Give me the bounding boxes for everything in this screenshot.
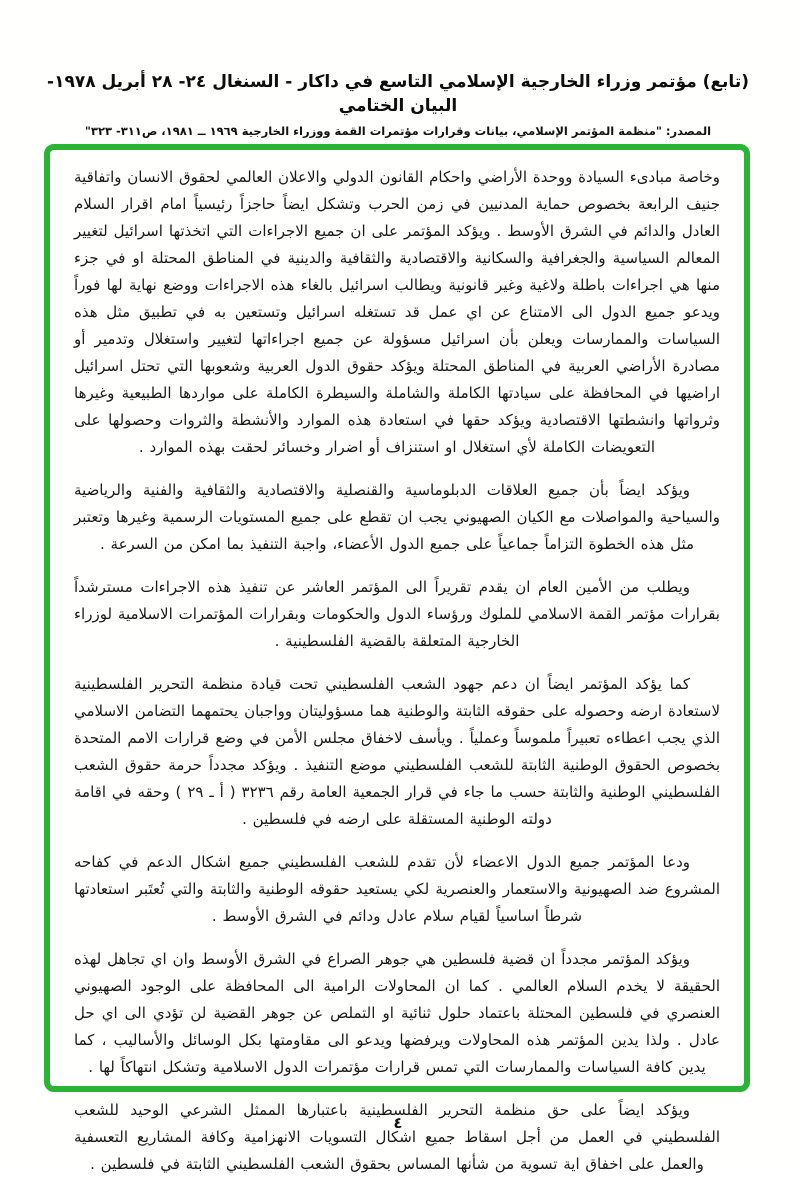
body-paragraph-7: ويؤكد ايضاً على حق منظمة التحرير الفلسطينية باعتبارها الممثل الشرعي الوحيد للشعب الفلسطيني في العمل من أجل اسقاط جميع اشكال التسويات الانهزامية وكافة المشاريع التعسفية والعمل على اخفاق اية تسوية من شأنها المساس بحقوق الشعب الفلسطيني الثابتة في فلسطين . <box>74 1101 720 1173</box>
document-source-line: المصدر: "منظمة المؤتمر الإسلامي، بيانات وقرارات مؤتمرات القمة ووزراء الخارجية ١٩٦٩ ــ ١٩٨١، ص٣١١- ٣٢٣" <box>84 124 712 138</box>
body-paragraph-6: ويؤكد المؤتمر مجدداً ان قضية فلسطين هي جوهر الصراع في الشرق الأوسط وان اي تجاهل لهذه الحقيقة لا يخدم السلام العالمي . كما ان المحاولات الرامية الى المحافظة على الوجود الصهيوني العنصري في فلسطين المحتلة باعتماد حلول ثنائية او التملص عن جوهر القضية لن تؤدي الى اي حل عادل . ولذا يدين المؤتمر هذه المحاولات ويرفضها ويدعو الى مقاومتها بكل الوسائل والأساليب ، كما يدين كافة السياسات والممارسات التي تمس قرارات مؤتمرات الدول الاسلامية وتشكل انتهاكاً لها . <box>74 950 720 1076</box>
body-paragraph-5: ودعا المؤتمر جميع الدول الاعضاء لأن تقدم للشعب الفلسطيني جميع اشكال الدعم في كفاحه المشروع ضد الصهيونية والاستعمار والعنصرية لكي يستعيد حقوقه الوطنية والثابتة والتي تُعتَبر استعادتها شرطاً اساسياً لقيام سلام عادل ودائم في الشرق الأوسط . <box>74 853 720 925</box>
page-number: ٤ <box>393 1114 403 1132</box>
document-header <box>0 70 796 138</box>
highlight-box <box>44 144 750 1173</box>
document-title: (تابع) مؤتمر وزراء الخارجية الإسلامي التاسع في داكار - السنغال ٢٤- ٢٨ أبريل ١٩٧٨- البيان الختامي <box>47 72 749 116</box>
body-paragraph-4: كما يؤكد المؤتمر ايضاً ان دعم جهود الشعب الفلسطيني تحت قيادة منظمة التحرير الفلسطينية لاستعادة ارضه وحصوله على حقوقه الثابتة والوطنية هما مسؤوليتان وواجبان يحتمهما التضامن الاسلامي الذي يجب اعطاءه تعبيراً ملموساً وعملياً . ويأسف لاخفاق مجلس الأمن في وضع قرارات الامم المتحدة بخصوص الحقوق الوطنية الثابتة للشعب الفلسطيني موضع التنفيذ . ويؤكد مجدداً حرمة حقوق الشعب الفلسطيني الوطنية والثابتة حسب ما جاء في قرار الجمعية العامة رقم ٣٢٣٦ ( أ ـ ٢٩ ) وحقه في اقامة دولته الوطنية المستقلة على ارضه في فلسطين . <box>74 675 720 828</box>
body-paragraph-3: ويطلب من الأمين العام ان يقدم تقريراً الى المؤتمر العاشر عن تنفيذ هذه الاجراءات مسترشداً بقرارات مؤتمر القمة الاسلامي للملوك ورؤساء الدول والحكومات وبقرارات المؤتمرات الاسلامية لوزراء الخارجية المتعلقة بالقضية الفلسطينية . <box>74 578 720 650</box>
body-paragraph-1: وخاصة مبادىء السيادة ووحدة الأراضي واحكام القانون الدولي والاعلان العالمي لحقوق الانسان واتفاقية جنيف الرابعة بخصوص حماية المدنيين في زمن الحرب وتشكل ايضاً حاجزاً رئيسياً امام اقرار السلام العادل والدائم في الشرق الأوسط . ويؤكد المؤتمر على ان جميع الاجراءات التي اتخذتها اسرائيل لتغيير المعالم السياسية والجغرافية والسكانية والاقتصادية والثقافية والدينية في المناطق المحتلة او في جزء منها هي اجراءات باطلة ولاغية وغير قانونية ويطالب اسرائيل بالغاء هذه الاجراءات ووضع نهاية لها فوراً ويدعو جميع الدول الى الامتناع عن اي عمل قد تستغله اسرائيل وتستعين به في تطبيق مثل هذه السياسات والممارسات ويعلن بأن اسرائيل مسؤولة عن جميع اجراءاتها لتغيير واستغلال وتدمير أو مصادرة الأراضي العربية في المناطق المحتلة ويؤكد حقوق الدول العربية وشعوبها التي تحتل اسرائيل اراضيها في المحافظة على سيادتها الكاملة والشاملة والسيطرة الكاملة على مواردها الطبيعية وغيرها وثرواتها وانشطتها الاقتصادية ويؤكد حقها في استعادة هذه الموارد والأنشطة والثروات وحصولها على التعويضات الكاملة لأي استغلال او استنزاف أو اضرار وخسائر لحقت بهذه الموارد . <box>74 168 720 456</box>
body-paragraph-2: ويؤكد ايضاً بأن جميع العلاقات الدبلوماسية والقنصلية والاقتصادية والثقافية والفنية والرياضية والسياحية والمواصلات مع الكيان الصهيوني يجب ان تقطع على جميع المستويات الرسمية وغيرها وتعتبر مثل هذه الخطوة التزاماً جماعياً على جميع الدول الأعضاء، واجبة التنفيذ بما امكن من السرعة . <box>74 481 720 553</box>
